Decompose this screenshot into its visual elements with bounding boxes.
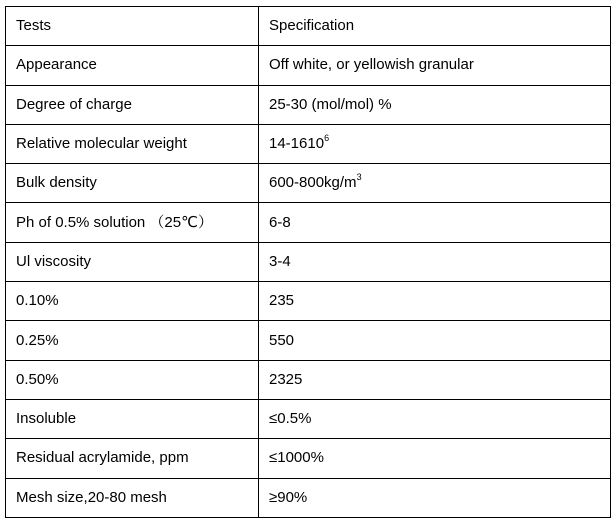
table-row bbox=[6, 360, 611, 399]
test-name: Ph of 0.5% solution （25℃） bbox=[6, 203, 259, 242]
spec-value: 235 bbox=[259, 282, 611, 321]
header-tests: Tests bbox=[6, 7, 259, 46]
table-row bbox=[6, 242, 611, 281]
spec-value-text: 14-1610 bbox=[269, 135, 325, 153]
spec-value bbox=[259, 164, 611, 203]
table-row bbox=[6, 124, 611, 163]
table-row bbox=[6, 478, 611, 517]
test-name: Degree of charge bbox=[6, 85, 259, 124]
test-name: Ul viscosity bbox=[6, 242, 259, 281]
spec-exponent: 3 bbox=[356, 172, 362, 183]
spec-value: 550 bbox=[259, 321, 611, 360]
test-name: 0.50% bbox=[6, 360, 259, 399]
test-name: 0.10% bbox=[6, 282, 259, 321]
table-row bbox=[6, 321, 611, 360]
spec-value: 3-4 bbox=[259, 242, 611, 281]
specification-table bbox=[5, 6, 611, 518]
spec-value-text: 600-800kg/m bbox=[269, 174, 357, 192]
test-name: Residual acrylamide, ppm bbox=[6, 439, 259, 478]
spec-value: ≥90% bbox=[259, 478, 611, 517]
spec-value: 2325 bbox=[259, 360, 611, 399]
table-row bbox=[6, 203, 611, 242]
spec-exponent: 6 bbox=[324, 133, 330, 144]
table-row bbox=[6, 282, 611, 321]
spec-value: 6-8 bbox=[259, 203, 611, 242]
test-name: Mesh size,20-80 mesh bbox=[6, 478, 259, 517]
test-name: Relative molecular weight bbox=[6, 124, 259, 163]
spec-value: ≤0.5% bbox=[259, 399, 611, 438]
table-row bbox=[6, 164, 611, 203]
table-row bbox=[6, 439, 611, 478]
table-row bbox=[6, 85, 611, 124]
spec-value: ≤1000% bbox=[259, 439, 611, 478]
header-specification: Specification bbox=[259, 7, 611, 46]
spec-value bbox=[259, 124, 611, 163]
test-name: Appearance bbox=[6, 46, 259, 85]
test-name: Bulk density bbox=[6, 164, 259, 203]
table-row bbox=[6, 399, 611, 438]
spec-value: 25-30 (mol/mol) % bbox=[259, 85, 611, 124]
test-name: 0.25% bbox=[6, 321, 259, 360]
table-row bbox=[6, 46, 611, 85]
test-name: Insoluble bbox=[6, 399, 259, 438]
spec-value: Off white, or yellowish granular bbox=[259, 46, 611, 85]
table-header-row bbox=[6, 7, 611, 46]
